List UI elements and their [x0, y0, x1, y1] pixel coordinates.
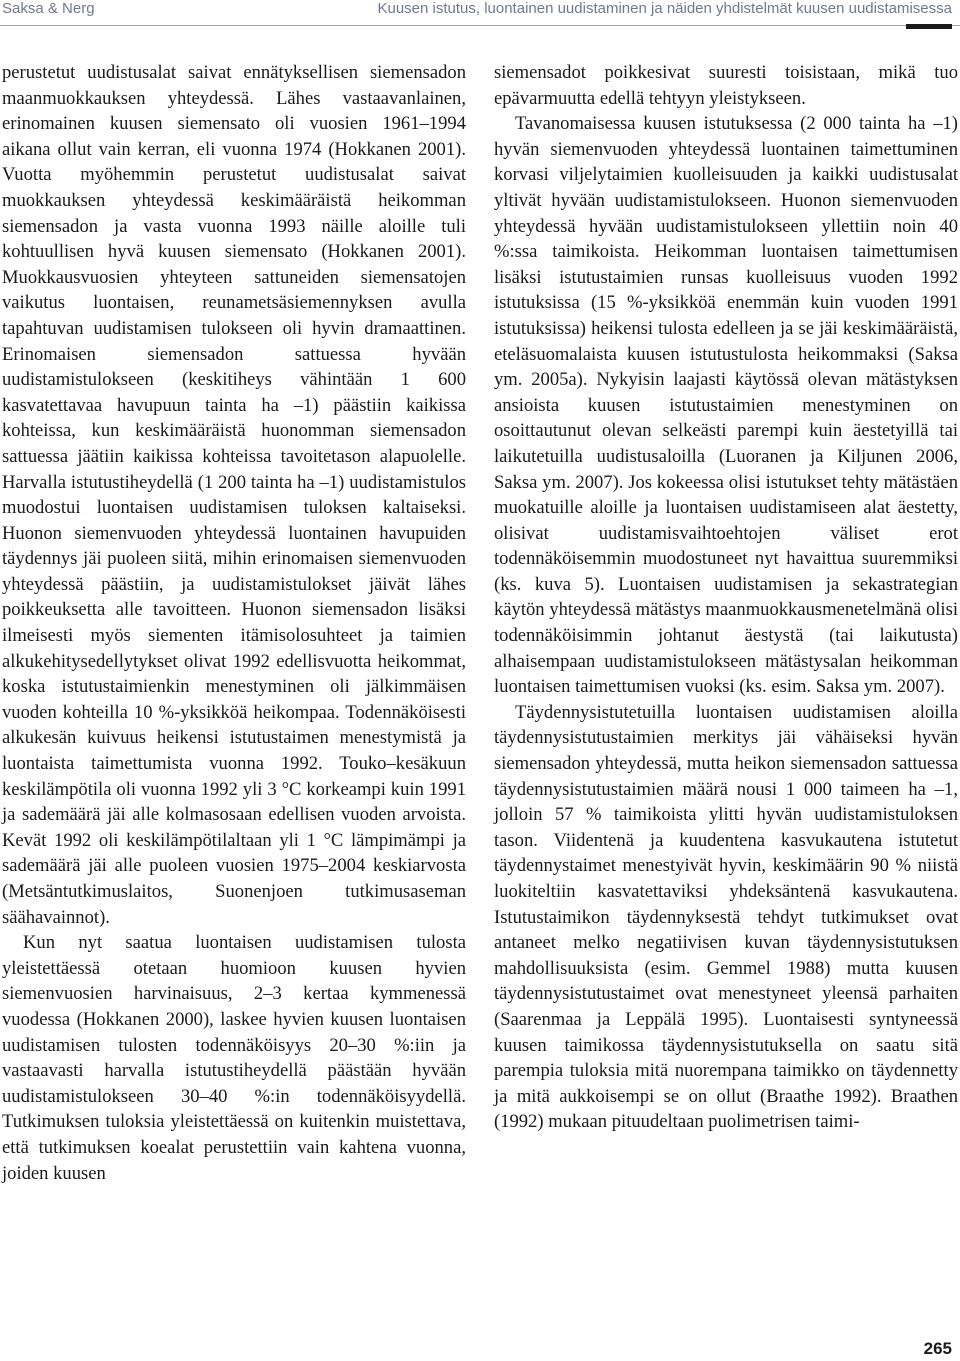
header-accent-bar — [906, 24, 952, 29]
body-paragraph: Tavanomaisessa kuusen istutuksessa (2 000 tainta ha –1) hyvän siemenvuoden yhteydessä luontainen taimettuminen korvasi viljelytaimien kuolleisuuden ja kaikki uudistusalat yltivät hyvään uudistamistulokseen. Huonon siemenvuoden yhteydessä hyvään uudistamistulokseen yllettiin noin 40 %:ssa taimikoista. Heikomman luontaisen taimettumisen lisäksi istutustaimien runsas kuolleisuus vuoden 1992 istutuksissa (15 %-yksikköä enemmän kuin vuoden 1991 istutuksissa) heikensi tulosta edelleen ja se jäi keskimääräistä, eteläsuomalaista kuusen istutustulosta heikommaksi (Saksa ym. 2005a). Nykyisin laajasti käytössä olevan mätästyksen ansioista kuusen istutustaimien menestyminen on osoittautunut olevan selkeästi parempi kuin äestetyillä tai laikutetuilla uudistusaloilla (Luoranen ja Kiljunen 2006, Saksa ym. 2007). Jos kokeessa olisi istutukset tehty mätästäen muokatuille aloille ja luontaisen uudistamiseen alat äestetty, olisivat uudistamisvaihtoehtojen väliset erot todennäköisemmin muodostuneet nyt havaittua suuremmiksi (ks. kuva 5). Luontaisen uudistamisen ja sekastrategian käytön yhteydessä mätästys maanmuokkausmenetelmänä olisi todennäköisimmin johtanut äestystä (tai laikutusta) alhaisempaan uudistamistulokseen mätästysalan heikomman luontaisen taimettumisen vuoksi (ks. esim. Saksa ym. 2007). — [494, 113, 958, 698]
running-header-title: Kuusen istutus, luontainen uudistaminen ja näiden yhdistelmät kuusen uudistamisessa — [377, 0, 952, 17]
header-rule — [0, 25, 960, 26]
body-paragraph: Täydennysistutetuilla luontaisen uudistamisen aloilla täydennysistutustaimien merkitys jäi vähäiseksi hyvän siemensadon yhteydessä, mutta heikon siemensadon sattuessa täydennysistutustaimien määrä nousi 1 000 taimeen ha –1, jolloin 57 % taimikoista ylitti hyvän uudistamistuloksen tason. Viidentenä ja kuudentena kasvukautena istutetut täydennystaimet menestyivät hyvin, keskimäärin 90 % niistä luokiteltiin kasvatettaviksi yhdeksäntenä kasvukautena. Istutustaimikon täydennyksestä tehdyt tutkimukset ovat antaneet melko negatiivisen kuvan täydennysistutuksen mahdollisuuksista (esim. Gemmel 1988) mutta kuusen täydennysistutustaimet ovat menestyneet yleensä parhaiten (Saarenmaa ja Leppälä 1995). Luontaisesti syntyneessä kuusen taimikossa täydennysistutuksella on saatu sitä parempia tuloksia mitä nuorempana taimikko on täydennetty ja mitä aukkoisempi se on ollut (Braathe 1992). Braathen (1992) mukaan pituudeltaan puolimetrisen taimi- — [494, 701, 958, 1133]
right-column — [494, 60, 958, 1135]
body-paragraph: siemensadot poikkesivat suuresti toisistaan, mikä tuo epävarmuutta edellä tehtyyn yleistykseen. — [494, 62, 958, 109]
page-header — [0, 0, 960, 22]
left-column — [2, 60, 466, 1186]
body-paragraph: Kun nyt saatua luontaisen uudistamisen tulosta yleistettäessä otetaan huomioon kuusen hyvien siemenvuosien harvinaisuus, 2–3 kertaa kymmenessä vuodessa (Hokkanen 2000), laskee hyvien kuusen luontaisen uudistamisen tulosten todennäköisyys 20–30 %:iin ja vastaavasti harvalla istutustiheydellä päästään hyvään uudistamistulokseen 30–40 %:in todennäköisyydellä. Tutkimuksen tuloksia yleistettäessä on kuitenkin muistettava, että tutkimuksen koealat perustettiin vain kahtena vuonna, joiden kuusen — [2, 932, 466, 1184]
running-header-authors: Saksa & Nerg — [2, 0, 95, 17]
body-paragraph: perustetut uudistusalat saivat ennätyksellisen siemensadon maanmuokkauksen yhteydessä. Lähes vastaavanlainen, erinomainen kuusen siemensato oli vuosien 1961–1994 aikana ollut vain kerran, eli vuonna 1974 (Hokkanen 2001). Vuotta myöhemmin perustetut uudistusalat saivat muokkauksen yhteydessä keskimääräistä heikomman siemensadon ja vasta vuonna 1993 näille aloille tuli kohtuullisen hyvä kuusen siemensato (Hokkanen 2001). Muokkausvuosien yhteyteen sattuneiden siemensatojen vaikutus luontaisen, reunametsäsiemennyksen avulla tapahtuvan uudistamisen tulokseen oli hyvin dramaattinen. Erinomaisen siemensadon sattuessa hyvään uudistamistulokseen (keskitiheys vähintään 1 600 kasvatettavaa havupuun tainta ha –1) päästiin kaikissa kohteissa, kun keskimääräistä huonomman siemensadon sattuessa jäätiin kaikissa kohteissa tavoitetason alapuolelle. Harvalla istutustiheydellä (1 200 tainta ha –1) uudistamistulos muodostui luontaisen uudistamisen tuloksen kaltaiseksi. Huonon siemenvuoden yhteydessä luontainen havupuiden täydennys jäi puoleen siitä, mihin erinomaisen siemenvuoden yhteydessä päästiin, ja uudistamistulokset jäivät lähes poikkeuksetta alle tavoitteen. Huonon siemensadon lisäksi ilmeisesti myös siementen itämisolosuhteet ja taimien alkukehitysedellytykset olivat 1992 edellisvuotta heikommat, koska istutustaimienkin menestyminen oli jälkimmäisen vuoden kohteilla 10 %-yksikköä heikompaa. Todennäköisesti alkukesän kuivuus heikensi istutustaimen menestymistä ja luontaista taimettumista vuonna 1992. Touko–kesäkuun keskilämpötila oli vuonna 1992 yli 3 °C korkeampi kuin 1991 ja sademäärä jäi alle kolmasosaan edellisen vuoden arvoista. Kevät 1992 oli keskilämpötilaltaan yli 1 °C lämpimämpi ja sademäärä jäi alle puoleen vuosien 1975–2004 keskiarvosta (Metsäntutkimuslaitos, Suonenjoen tutkimusaseman säähavainnot). — [2, 62, 466, 928]
page-number: 265 — [923, 1339, 952, 1358]
